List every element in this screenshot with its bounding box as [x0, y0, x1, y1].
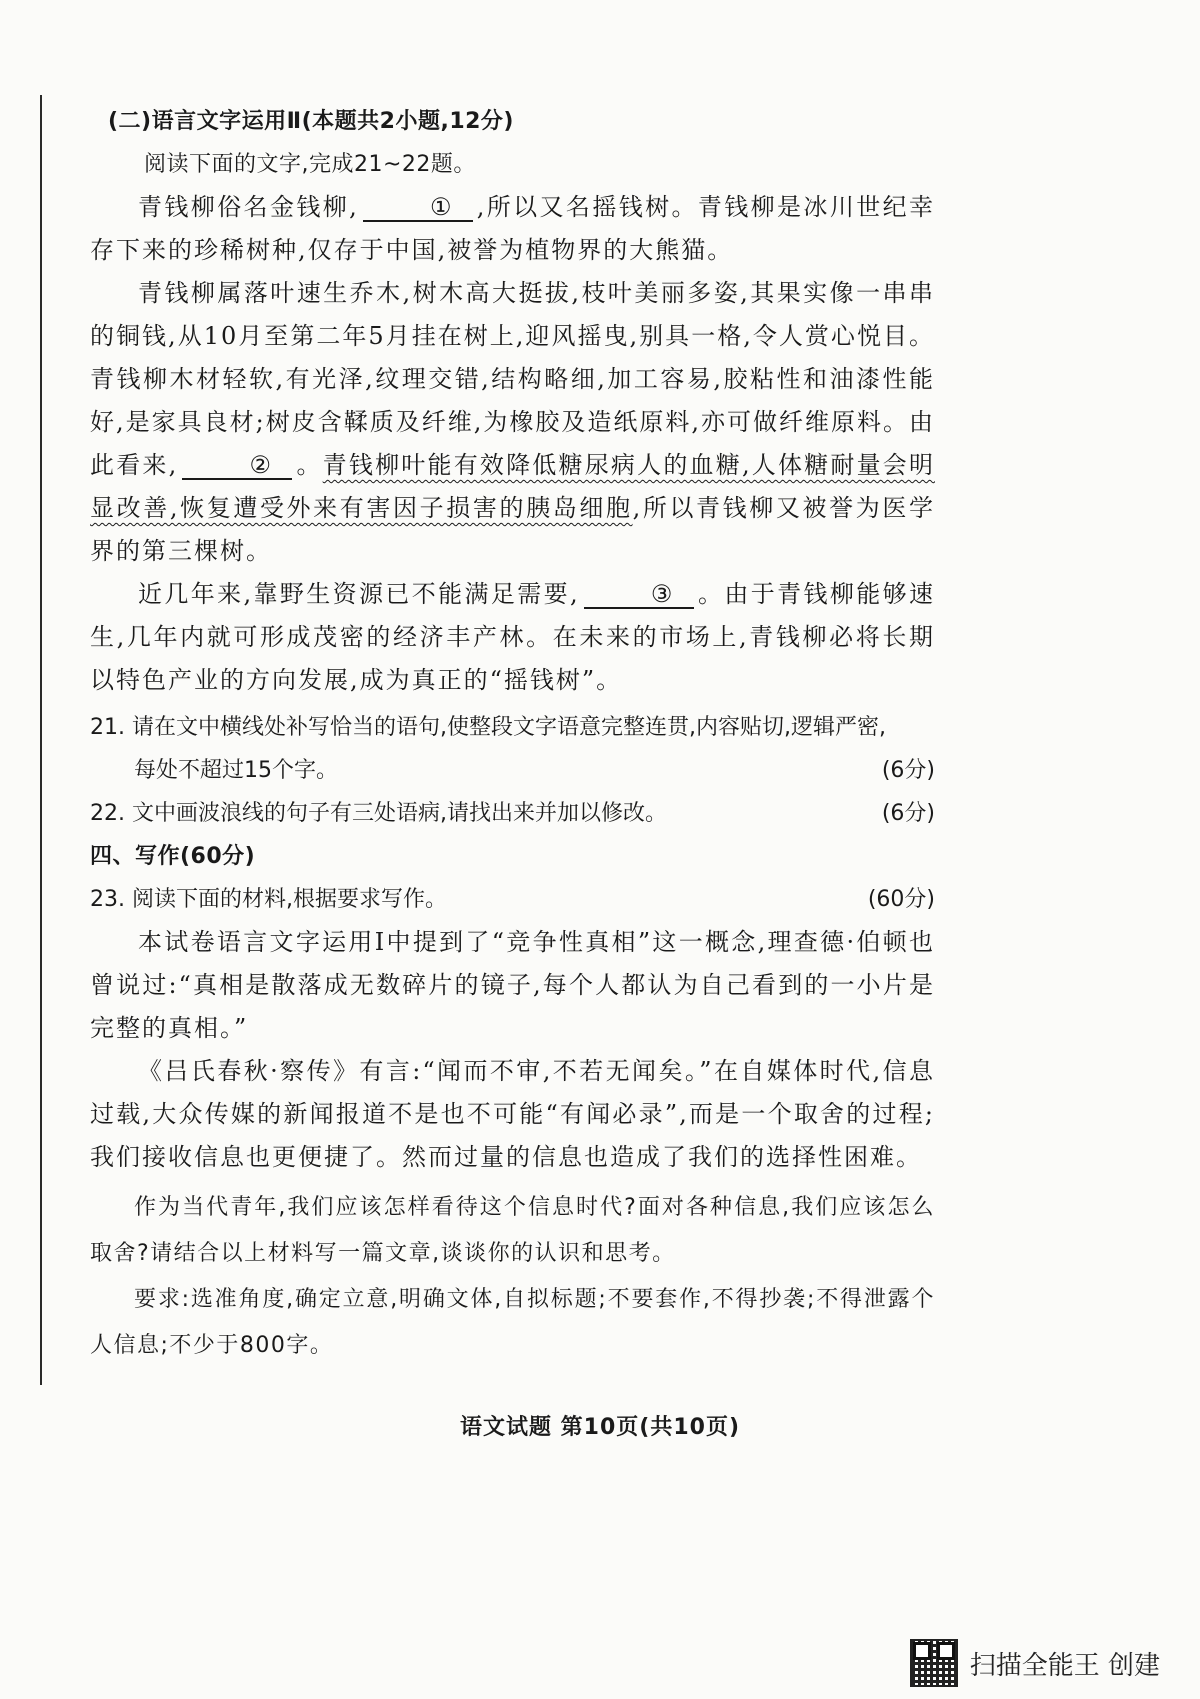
wavy-underlined-sentence: 青钱柳叶能有效降低糖尿病人的血糖,人体糖耐量会明显改善,恢复遭受外来有害因子损害的胰岛细胞 [90, 451, 935, 522]
exam-content [90, 100, 935, 1369]
question-21 [90, 706, 935, 792]
section-heading: (二)语言文字运用Ⅱ(本题共2小题,12分) [108, 109, 514, 134]
fill-blank-3[interactable]: ③ [584, 581, 694, 609]
writing-heading: 四、写作(60分) [90, 844, 256, 869]
fill-blank-2[interactable]: ② [182, 452, 292, 480]
question-21-score: (6分) [881, 758, 935, 783]
passage-text: 近几年来,靠野生资源已不能满足需要, [138, 580, 580, 608]
passage-text: ,所以又名摇钱树。青钱柳是冰川世纪幸存下来的珍稀树种,仅存于中国,被誉为植物界的大熊猫。 [90, 193, 935, 264]
material-paragraph-1: 本试卷语言文字运用Ⅰ中提到了“竞争性真相”这一概念,理查德·伯顿也曾说过:“真相是散落成无数碎片的镜子,每个人都认为自己看到的一小片是完整的真相。” [90, 928, 935, 1042]
scanner-watermark [910, 1639, 1160, 1687]
question-text [90, 706, 935, 749]
page-footer: 语文试题 第10页(共10页) [460, 1415, 740, 1440]
writing-requirements: 要求:选准角度,确定立意,明确文体,自拟标题;不要套作,不得抄袭;不得泄露个人信息;不少于800字。 [90, 1287, 935, 1358]
question-23-score: (60分) [867, 887, 935, 912]
passage-paragraph-3 [90, 573, 935, 702]
question-21-cont-text: 每处不超过15个字。 [134, 758, 338, 783]
passage-paragraph-1 [90, 186, 935, 272]
watermark-text: 扫描全能王 创建 [969, 1650, 1160, 1681]
passage-text: ,所以青钱柳又被誉为医学界的第三棵树。 [90, 494, 935, 565]
question-22 [90, 792, 935, 835]
margin-rule [40, 95, 42, 1385]
question-23-text: 23. 阅读下面的材料,根据要求写作。 [90, 887, 447, 912]
passage-text: 青钱柳属落叶速生乔木,树木高大挺拔,枝叶美丽多姿,其果实像一串串的铜钱,从10月至第二年5月挂在树上,迎风摇曳,别具一格,令人赏心悦目。青钱柳木材轻软,有光泽,纹理交错,结构略细,加工容易,胶粘性和油漆性能好,是家具良材;树皮含鞣质及纤维,为橡胶及造纸原料,亦可做纤维原料。由此看来, [90, 279, 935, 479]
writing-prompt: 作为当代青年,我们应该怎样看待这个信息时代?面对各种信息,我们应该怎么取舍?请结合以上材料写一篇文章,谈谈你的认识和思考。 [90, 1195, 935, 1266]
question-23 [90, 878, 935, 921]
passage-text: 。由于青钱柳能够速生,几年内就可形成茂密的经济丰产林。在未来的市场上,青钱柳必将长期以特色产业的方向发展,成为真正的“摇钱树”。 [90, 580, 935, 694]
question-21-text: 21. 请在文中横线处补写恰当的语句,使整段文字语意完整连贯,内容贴切,逻辑严密, [90, 715, 886, 740]
question-21-continuation [90, 749, 935, 792]
qr-code-icon [910, 1639, 958, 1687]
reading-instruction: 阅读下面的文字,完成21~22题。 [144, 152, 476, 177]
passage-text: 。 [296, 451, 323, 479]
passage-text: 青钱柳俗名金钱柳, [138, 193, 359, 221]
passage-paragraph-2 [90, 272, 935, 573]
material-paragraph-2: 《吕氏春秋·察传》有言:“闻而不审,不若无闻矣。”在自媒体时代,信息过载,大众传媒的新闻报道不是也不可能“有闻必录”,而是一个取舍的过程;我们接收信息也更便捷了。然而过量的信息也造成了我们的选择性困难。 [90, 1057, 935, 1171]
question-22-text: 22. 文中画波浪线的句子有三处语病,请找出来并加以修改。 [90, 801, 667, 826]
question-22-score: (6分) [881, 801, 935, 826]
fill-blank-1[interactable]: ① [363, 194, 473, 222]
